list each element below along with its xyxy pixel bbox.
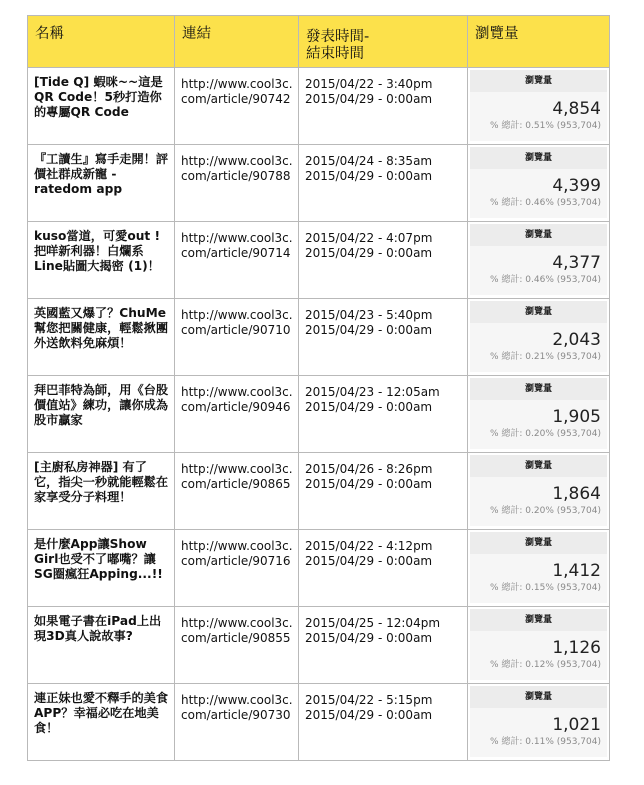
link-cell — [175, 684, 299, 761]
time-range — [299, 299, 467, 338]
name-cell — [28, 299, 175, 376]
article-link[interactable]: http://www.cool3c.com/article/90946 — [181, 385, 293, 414]
start-time: 2015/04/25 - 12:04pm — [305, 616, 441, 630]
article-title: 連正妹也愛不釋手的美食APP？幸福必吃在地美食！ — [34, 691, 169, 735]
time-range — [299, 145, 467, 184]
start-time: 2015/04/22 - 3:40pm — [305, 77, 433, 91]
name-cell — [28, 222, 175, 299]
views-widget-body — [470, 477, 607, 526]
name-cell — [28, 376, 175, 453]
table-row — [28, 68, 610, 145]
end-time: 2015/04/29 - 0:00am — [305, 169, 433, 183]
time-range — [299, 530, 467, 569]
article-views-table — [27, 15, 610, 761]
views-percent: % 總計: 0.15% (953,704) — [490, 583, 601, 593]
start-time: 2015/04/22 - 5:15pm — [305, 693, 433, 707]
article-title: 拜巴菲特為師，用《台股價值站》練功，讓你成為股市贏家 — [34, 383, 169, 427]
time-range — [299, 376, 467, 415]
link-cell — [175, 530, 299, 607]
time-cell — [299, 607, 468, 684]
views-widget-body — [470, 631, 607, 680]
header-time-label: 發表時間- 結束時間 — [306, 29, 370, 62]
table-row — [28, 376, 610, 453]
time-range — [299, 222, 467, 261]
article-title: 『工讀生』寫手走開！評價社群成新寵 - ratedom app — [34, 152, 169, 196]
header-name — [28, 16, 175, 68]
article-link[interactable]: http://www.cool3c.com/article/90788 — [181, 154, 293, 183]
link-cell — [175, 299, 299, 376]
header-row — [28, 16, 610, 68]
article-link[interactable]: http://www.cool3c.com/article/90865 — [181, 462, 293, 491]
article-link[interactable]: http://www.cool3c.com/article/90716 — [181, 539, 293, 568]
views-percent: % 總計: 0.12% (953,704) — [490, 660, 601, 670]
table-row — [28, 453, 610, 530]
views-count: 4,854 — [552, 99, 601, 119]
header-link — [175, 16, 299, 68]
views-widget-label: 瀏覽量 — [470, 532, 607, 554]
time-cell — [299, 453, 468, 530]
views-widget-label: 瀏覽量 — [470, 378, 607, 400]
views-cell — [468, 684, 610, 761]
views-count: 2,043 — [552, 330, 601, 350]
article-title: 如果電子書在iPad上出現3D真人說故事? — [34, 614, 162, 643]
views-widget-label: 瀏覽量 — [470, 147, 607, 169]
table-row — [28, 299, 610, 376]
time-range — [299, 68, 467, 107]
link-cell — [175, 68, 299, 145]
views-widget-label: 瀏覽量 — [470, 70, 607, 92]
start-time: 2015/04/24 - 8:35am — [305, 154, 433, 168]
views-percent: % 總計: 0.20% (953,704) — [490, 429, 601, 439]
article-title: 英國藍又爆了？ChuMe幫您把關健康，輕鬆揪團外送飲料免麻煩！ — [34, 306, 169, 350]
time-cell — [299, 376, 468, 453]
views-percent: % 總計: 0.21% (953,704) — [490, 352, 601, 362]
article-link[interactable]: http://www.cool3c.com/article/90730 — [181, 693, 293, 722]
views-widget — [470, 147, 607, 218]
article-title: 是什麼App讓Show Girl也受不了嘟嘴？讓SG圈瘋狂Apping...!! — [34, 537, 163, 581]
views-widget-body — [470, 554, 607, 603]
end-time: 2015/04/29 - 0:00am — [305, 246, 433, 260]
start-time: 2015/04/26 - 8:26pm — [305, 462, 433, 476]
link-cell — [175, 453, 299, 530]
link-cell — [175, 145, 299, 222]
start-time: 2015/04/23 - 12:05am — [305, 385, 440, 399]
header-views-label: 瀏覽量 — [475, 26, 519, 42]
time-cell — [299, 530, 468, 607]
views-percent: % 總計: 0.20% (953,704) — [490, 506, 601, 516]
end-time: 2015/04/29 - 0:00am — [305, 477, 433, 491]
views-widget-body — [470, 323, 607, 372]
name-cell — [28, 684, 175, 761]
views-count: 1,905 — [552, 407, 601, 427]
link-cell — [175, 607, 299, 684]
views-widget — [470, 224, 607, 295]
name-cell — [28, 145, 175, 222]
views-widget — [470, 609, 607, 680]
views-count: 4,377 — [552, 253, 601, 273]
views-widget-body — [470, 92, 607, 141]
end-time: 2015/04/29 - 0:00am — [305, 400, 433, 414]
views-widget-label: 瀏覽量 — [470, 301, 607, 323]
views-count: 1,412 — [552, 561, 601, 581]
table-row — [28, 530, 610, 607]
table-row — [28, 684, 610, 761]
views-cell — [468, 222, 610, 299]
views-percent: % 總計: 0.11% (953,704) — [490, 737, 601, 747]
views-widget — [470, 532, 607, 603]
time-range — [299, 607, 467, 646]
views-cell — [468, 376, 610, 453]
end-time: 2015/04/29 - 0:00am — [305, 631, 433, 645]
link-cell — [175, 222, 299, 299]
header-link-label: 連結 — [182, 26, 211, 42]
views-percent: % 總計: 0.46% (953,704) — [490, 275, 601, 285]
views-cell — [468, 145, 610, 222]
views-cell — [468, 299, 610, 376]
views-widget — [470, 455, 607, 526]
time-range — [299, 684, 467, 723]
views-widget-body — [470, 169, 607, 218]
table-row — [28, 222, 610, 299]
header-time — [299, 16, 468, 68]
name-cell — [28, 453, 175, 530]
views-cell — [468, 607, 610, 684]
views-count: 1,864 — [552, 484, 601, 504]
views-cell — [468, 68, 610, 145]
views-widget-label: 瀏覽量 — [470, 455, 607, 477]
table-row — [28, 145, 610, 222]
time-cell — [299, 684, 468, 761]
views-cell — [468, 453, 610, 530]
time-cell — [299, 68, 468, 145]
name-cell — [28, 68, 175, 145]
time-cell — [299, 222, 468, 299]
name-cell — [28, 530, 175, 607]
time-cell — [299, 299, 468, 376]
article-link[interactable]: http://www.cool3c.com/article/90714 — [181, 231, 293, 260]
views-cell — [468, 530, 610, 607]
link-cell — [175, 376, 299, 453]
start-time: 2015/04/22 - 4:07pm — [305, 231, 433, 245]
views-count: 1,021 — [552, 715, 601, 735]
views-widget-body — [470, 246, 607, 295]
views-widget — [470, 686, 607, 757]
article-title: [主廚私房神器] 有了它，指尖一秒就能輕鬆在家享受分子料理！ — [34, 460, 169, 504]
header-views — [468, 16, 610, 68]
start-time: 2015/04/22 - 4:12pm — [305, 539, 433, 553]
views-widget-body — [470, 400, 607, 449]
time-cell — [299, 145, 468, 222]
views-widget-body — [470, 708, 607, 757]
article-link[interactable]: http://www.cool3c.com/article/90710 — [181, 308, 293, 337]
views-widget-label: 瀏覽量 — [470, 686, 607, 708]
views-percent: % 總計: 0.46% (953,704) — [490, 198, 601, 208]
views-count: 1,126 — [552, 638, 601, 658]
views-widget-label: 瀏覽量 — [470, 224, 607, 246]
end-time: 2015/04/29 - 0:00am — [305, 708, 433, 722]
views-percent: % 總計: 0.51% (953,704) — [490, 121, 601, 131]
views-widget — [470, 301, 607, 372]
end-time: 2015/04/29 - 0:00am — [305, 554, 433, 568]
end-time: 2015/04/29 - 0:00am — [305, 323, 433, 337]
end-time: 2015/04/29 - 0:00am — [305, 92, 433, 106]
table-row — [28, 607, 610, 684]
name-cell — [28, 607, 175, 684]
views-widget — [470, 70, 607, 141]
article-title: kuso當道，可愛out !把咩新利器！白爛系 Line貼圖大揭密 (1)！ — [34, 229, 161, 273]
start-time: 2015/04/23 - 5:40pm — [305, 308, 433, 322]
views-widget — [470, 378, 607, 449]
time-range — [299, 453, 467, 492]
views-count: 4,399 — [552, 176, 601, 196]
header-name-label: 名稱 — [35, 26, 64, 42]
views-widget-label: 瀏覽量 — [470, 609, 607, 631]
article-link[interactable]: http://www.cool3c.com/article/90855 — [181, 616, 293, 645]
article-link[interactable]: http://www.cool3c.com/article/90742 — [181, 77, 293, 106]
article-title: [Tide Q] 蝦咪~~這是QR Code！5秒打造你的專屬QR Code — [34, 75, 163, 119]
